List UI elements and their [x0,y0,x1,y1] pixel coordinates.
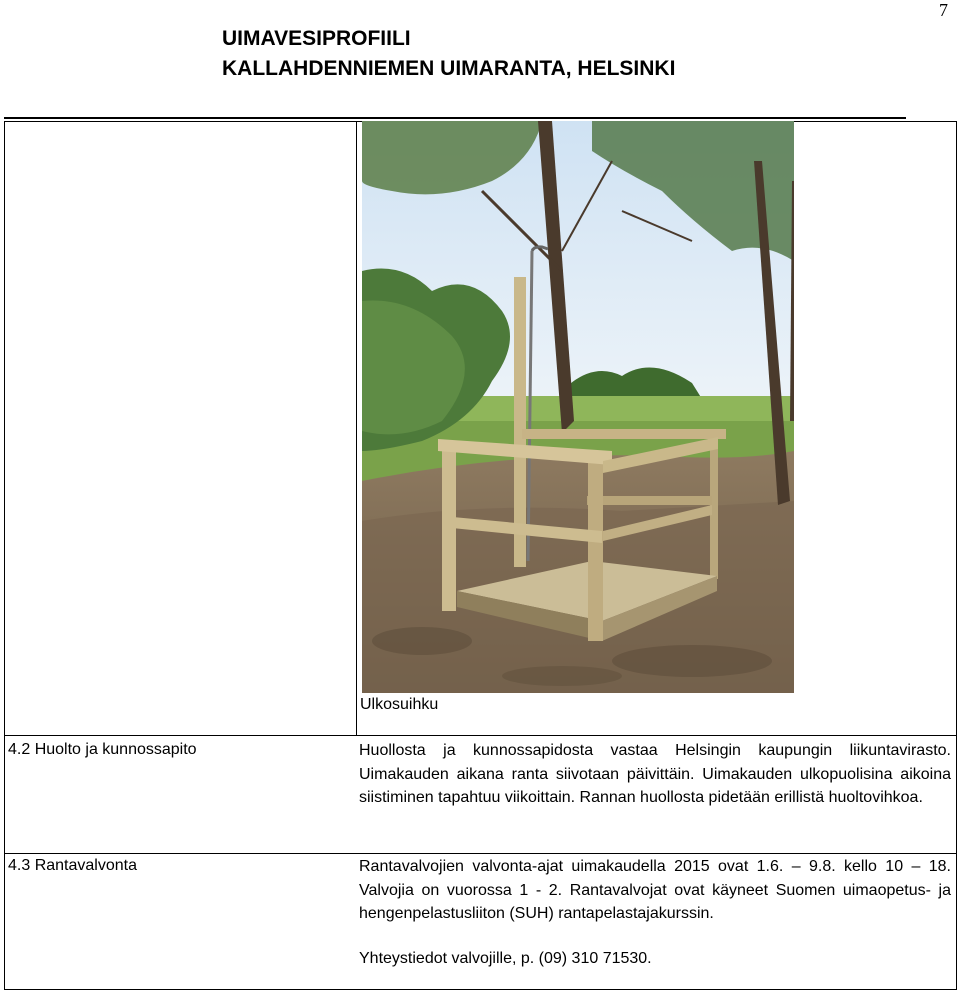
photo-caption: Ulkosuihku [360,696,439,713]
paragraph: Rantavalvojien valvonta-ajat uimakaudella 2015 ovat 1.6. – 9.8. kello 10 – 18. Valvojia on vuorossa 1 - 2. Rantavalvojat ovat käyneet Suomen uimaopetus- ja hengenpelastusliiton (SUH) rantapelastajakurssin. [359,858,951,922]
profile-table [4,121,957,990]
outdoor-shower-illustration [362,121,794,693]
header-title-line1: UIMAVESIPROFIILI [222,27,411,50]
table-column-divider [356,122,357,735]
header-rule [4,117,906,119]
row-label-huolto: 4.2 Huolto ja kunnossapito [8,741,197,758]
row-text-huolto [359,739,951,810]
header-title [222,24,675,84]
outdoor-shower-photo [362,121,794,693]
row-divider-2 [5,853,956,854]
page-number: 7 [939,0,948,20]
header-title-line2: KALLAHDENNIEMEN UIMARANTA, HELSINKI [222,57,676,80]
row-text-rantavalvonta [359,855,951,970]
row-label-rantavalvonta: 4.3 Rantavalvonta [8,857,137,874]
paragraph-contact: Yhteystiedot valvojille, p. (09) 310 71530. [359,949,652,967]
paragraph: Huollosta ja kunnossapidosta vastaa Helsingin kaupungin liikuntavirasto. Uimakauden aikana ranta siivotaan päivittäin. Uimakauden ulkopuolisina aikoina siistiminen tapahtuu viikoittain. Rannan huollosta pidetään erillistä huoltovihkoa. [359,742,951,806]
row-divider-1 [5,735,956,736]
